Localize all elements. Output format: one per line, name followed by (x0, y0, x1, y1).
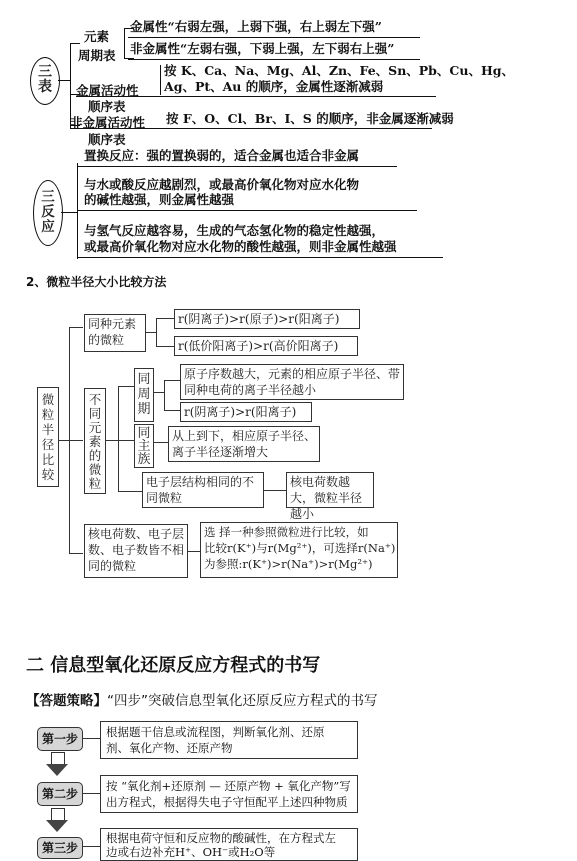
rule-low-high-box (174, 336, 358, 356)
same-period-label: 同周期 (137, 372, 151, 417)
strategy-line (26, 689, 378, 709)
step-2-line2: 出方程式，根据得失电子守恒配平上述四种物质 (106, 795, 348, 809)
step-3-line1: 根据电荷守恒和反应物的酸碱性，在方程式左 (106, 831, 336, 845)
three-reactions-label: 三反应 (41, 189, 55, 235)
shunxubiao-1: 顺序表 (88, 99, 126, 114)
same-shell-result-box (286, 472, 374, 521)
same-period-ion-text: r(阴离子)>r(阳离子) (184, 405, 297, 419)
nonmetal-activity-label: 非金属活动性 (70, 115, 146, 130)
step-3-desc (100, 828, 358, 861)
same-group-text: 从上到下，相应原子半径、离子半径逐渐增大 (172, 429, 317, 459)
all-diff-text1: 选 择一种参照微粒进行比较，如 (204, 525, 369, 539)
metal-activity-line1: 按 K、Ca、Na、Mg、Al、Zn、Fe、Sn、Pb、Cu、Hg、 (164, 63, 515, 78)
same-period-text-box (180, 364, 404, 400)
nonmetal-rule: 非金属性“左弱右强，下弱上强，左下弱右上强” (130, 41, 395, 56)
three-tables-label: 三表 (38, 64, 52, 95)
down-arrow-2-head (46, 820, 68, 832)
step-1-desc (100, 721, 358, 759)
same-group-text-box (168, 426, 320, 462)
step-1-line2: 剂、氧化产物、还原产物 (106, 741, 233, 755)
same-element-label: 同种元素的微粒 (88, 317, 137, 347)
step-2-label: 第二步 (37, 782, 83, 806)
step-2-desc (100, 775, 358, 813)
yuansu-label: 元素 (84, 29, 110, 44)
rule-low-high-text: r(低价阳离子)>r(高价阳离子) (178, 339, 339, 353)
water-acid-line2: 的碱性越强，则金属性越强 (84, 192, 235, 207)
metal-activity-label: 金属活动性 (76, 83, 139, 98)
down-arrow-1-head (46, 764, 68, 776)
hydrogen-line2: 或最高价氧化物对应水化物的酸性越强，则非金属性越强 (84, 239, 397, 254)
nonmetal-activity-text: 按 F、O、Cl、Br、I、S 的顺序，非金属逐渐减弱 (166, 111, 454, 126)
section-heading: 二 信息型氧化还原反应方程式的书写 (26, 655, 321, 676)
strategy-text: “四步”突破信息型氧化还原反应方程式的书写 (107, 693, 378, 709)
metal-rule: 金属性“右弱左强，上弱下强，右上弱左下强” (130, 19, 382, 34)
step-2-line1: 按 “氧化剂+还原剂 — 还原产物 + 氧化产物”写 (106, 779, 351, 793)
diff-element-label: 不同元素的微粒 (88, 392, 102, 491)
same-shell-box (142, 472, 264, 508)
same-group-label: 同主族 (137, 426, 151, 467)
section2-title: 2、微粒半径大小比较方法 (26, 275, 167, 289)
all-diff-text2: 比较r(K⁺)与r(Mg²⁺)，可选择r(Na⁺) (204, 541, 396, 555)
same-element-box (84, 314, 146, 352)
hydrogen-line1: 与氢气反应越容易，生成的气态氢化物的稳定性越强， (84, 223, 385, 238)
shunxubiao-2: 顺序表 (88, 132, 126, 147)
strategy-prefix: 【答题策略】 (26, 693, 107, 709)
metal-activity-line2: Ag、Pt、Au 的顺序，金属性逐渐减弱 (164, 79, 384, 94)
step-1-label: 第一步 (37, 727, 83, 751)
step-3-label: 第三步 (37, 837, 83, 859)
same-period-ion-box (180, 402, 312, 422)
rule-anion-text: r(阴离子)>r(原子)>r(阳离子) (178, 312, 340, 326)
step-3-line2: 边或右边补充H⁺、OH⁻或H₂O等 (106, 845, 276, 859)
same-shell-result: 核电荷数越大，微粒半径越小 (290, 475, 363, 521)
water-acid-line1: 与水或酸反应越剧烈，或最高价氧化物对应水化物 (84, 177, 360, 192)
zhouqibiao-label: 周期表 (78, 48, 116, 63)
all-diff-box (84, 524, 188, 578)
step-1-line1: 根据题干信息或流程图，判断氧化剂、还原 (106, 725, 325, 739)
all-diff-text3: 为参照:r(K⁺)>r(Na⁺)>r(Mg²⁺) (204, 557, 373, 571)
displacement-text: 置换反应：强的置换弱的，适合金属也适合非金属 (84, 148, 360, 163)
all-diff-text-box (200, 522, 398, 578)
same-period-text: 原子序数越大，元素的相应原子半径、带同种电荷的离子半径越小 (184, 367, 401, 397)
rule-anion-box (174, 309, 360, 329)
same-shell-label: 电子层结构相同的不同微粒 (146, 475, 255, 505)
root-label: 微粒半径比较 (41, 392, 55, 482)
all-diff-label: 核电荷数、电子层数、电子数皆不相同的微粒 (88, 527, 185, 573)
